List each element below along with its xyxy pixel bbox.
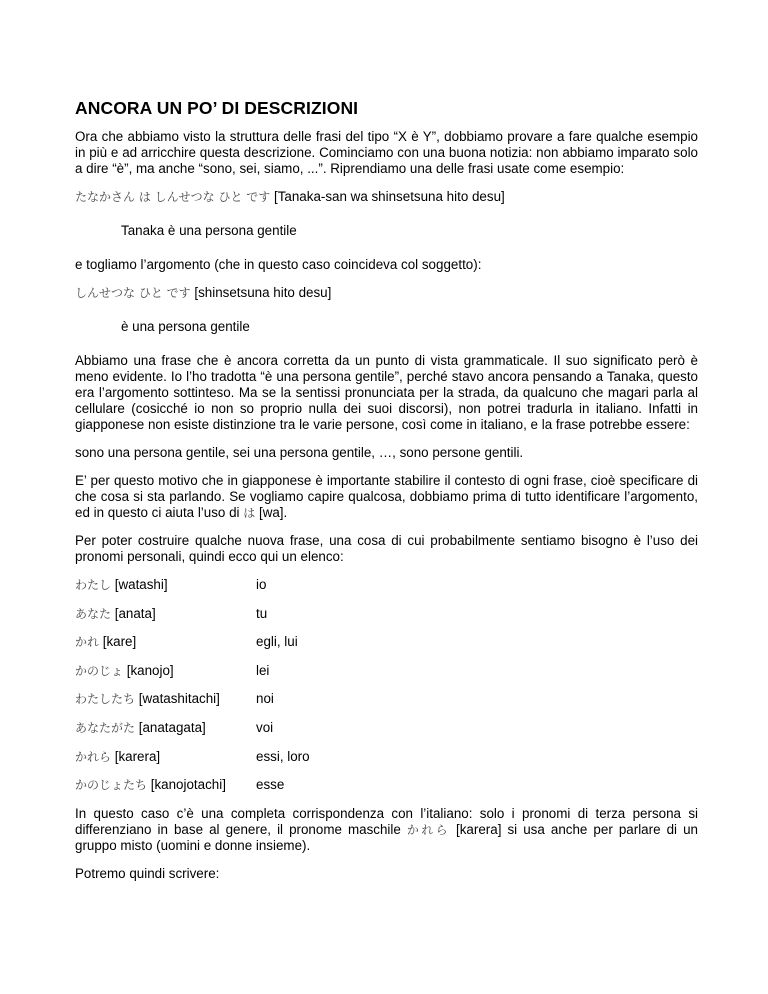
example-1-romaji: [Tanaka-san wa shinsetsuna hito desu] (270, 189, 505, 204)
pronoun-italian: esse (256, 777, 285, 793)
pronoun-row (75, 634, 698, 650)
pronoun-romaji: [watashitachi] (135, 691, 220, 707)
pronoun-japanese: あなた (75, 606, 112, 621)
example-sentence-1 (75, 189, 698, 205)
pronoun-romaji: [anatagata] (135, 719, 206, 735)
pronoun-italian: tu (256, 605, 268, 621)
pronoun-romaji: [anata] (111, 605, 156, 621)
correspondence-before: In questo caso c’è una completa corrispondenza con l’italiano: solo i pronomi di terza persona si differenziano in base al genere, il pronome maschile (75, 805, 698, 837)
pronoun-row (75, 606, 698, 622)
particle-romaji: [wa]. (255, 505, 288, 520)
intro-paragraph: Ora che abbiamo visto la struttura delle frasi del tipo “X è Y”, dobbiamo provare a fare qualche esempio in più e ad arricchire questa descrizione. Cominciamo con una buona notizia: non abbiamo imparato solo a dire “è”, ma anche “sono, sei, siamo, ...”. Riprendiamo una delle frasi usate come esempio: (75, 129, 698, 176)
particle-japanese: は (243, 506, 256, 520)
pronoun-row (75, 777, 698, 793)
pronoun-italian: egli, lui (256, 634, 298, 650)
pronoun-romaji: [watashi] (111, 577, 168, 592)
pronoun-japanese: かれ (75, 635, 100, 650)
pronoun-romaji: [kanojotachi] (147, 777, 226, 793)
pronoun-japanese: かれら (75, 749, 112, 764)
possible-translations: sono una persona gentile, sei una persona gentile, …, sono persone gentili. (75, 445, 524, 460)
correctness-paragraph: Abbiamo una frase che è ancora corretta da un punto di vista grammaticale. Il suo significato però è meno evidente. Io l’ho tradotta “è una persona gentile”, perché stavo ancora pensando a Tanaka, questo era l’argomento sottinteso. Ma se la sentissi pronunciata per la strada, da qualcuno che magari parla al cellulare (cosicché io non so proprio nulla dei suoi discorsi), non potrei tradurla in italiano. Infatti in giapponese non esiste distinzione tra le varie persone, così come in italiano, e la frase potrebbe essere: (75, 353, 698, 432)
pronoun-italian: essi, loro (256, 748, 310, 764)
example-2-translation: è una persona gentile (121, 319, 250, 334)
document-page (75, 97, 698, 894)
pronoun-row (75, 577, 698, 593)
pronoun-italian: voi (256, 719, 274, 735)
example-sentence-2 (75, 285, 698, 301)
pronoun-romaji: [kanojo] (123, 662, 174, 678)
pronouns-intro-paragraph: Per poter costruire qualche nuova frase, una cosa di cui probabilmente sentiamo bisogno è l’uso dei pronomi personali, quindi ecco qui un elenco: (75, 533, 698, 564)
remove-topic-paragraph: e togliamo l’argomento (che in questo caso coincideva col soggetto): (75, 257, 482, 272)
pronoun-japanese: かのじょ (75, 663, 124, 678)
pronoun-row (75, 691, 698, 707)
pronoun-italian: io (256, 577, 267, 592)
context-paragraph (75, 473, 698, 521)
pronoun-row (75, 663, 698, 679)
example-2-japanese: しんせつな ひと です (75, 286, 191, 300)
pronoun-row (75, 720, 698, 736)
pronoun-row (75, 749, 698, 765)
pronoun-italian: lei (256, 662, 270, 678)
example-1-translation: Tanaka è una persona gentile (121, 223, 297, 238)
pronoun-romaji: [karera] (111, 748, 161, 764)
context-text: E’ per questo motivo che in giapponese è importante stabilire il contesto di ogni frase, cioè specificare di che cosa si sta parlando. Se vogliamo capire qualcosa, dobbiamo prima di tutto identificare l’argomento, ed in questo ci aiuta l’uso di (75, 473, 698, 520)
pronoun-italian: noi (256, 691, 274, 707)
correspondence-after: [karera] si usa anche per parlare di un gruppo misto (uomini e donne insieme). (75, 821, 698, 853)
correspondence-paragraph (75, 806, 698, 854)
example-2-romaji: [shinsetsuna hito desu] (190, 285, 332, 300)
correspondence-japanese: かれら (406, 822, 450, 837)
pronoun-japanese: わたしたち (75, 692, 136, 707)
pronoun-japanese: あなたがた (75, 720, 136, 735)
pronoun-list (75, 577, 698, 793)
pronoun-japanese: わたし (75, 578, 112, 592)
closing-line: Potremo quindi scrivere: (75, 865, 220, 881)
pronoun-japanese: かのじょたち (75, 778, 148, 793)
pronoun-romaji: [kare] (99, 634, 137, 650)
section-title: ANCORA UN PO’ DI DESCRIZIONI (75, 98, 359, 118)
example-1-japanese: たなかさん は しんせつな ひと です (75, 190, 271, 204)
